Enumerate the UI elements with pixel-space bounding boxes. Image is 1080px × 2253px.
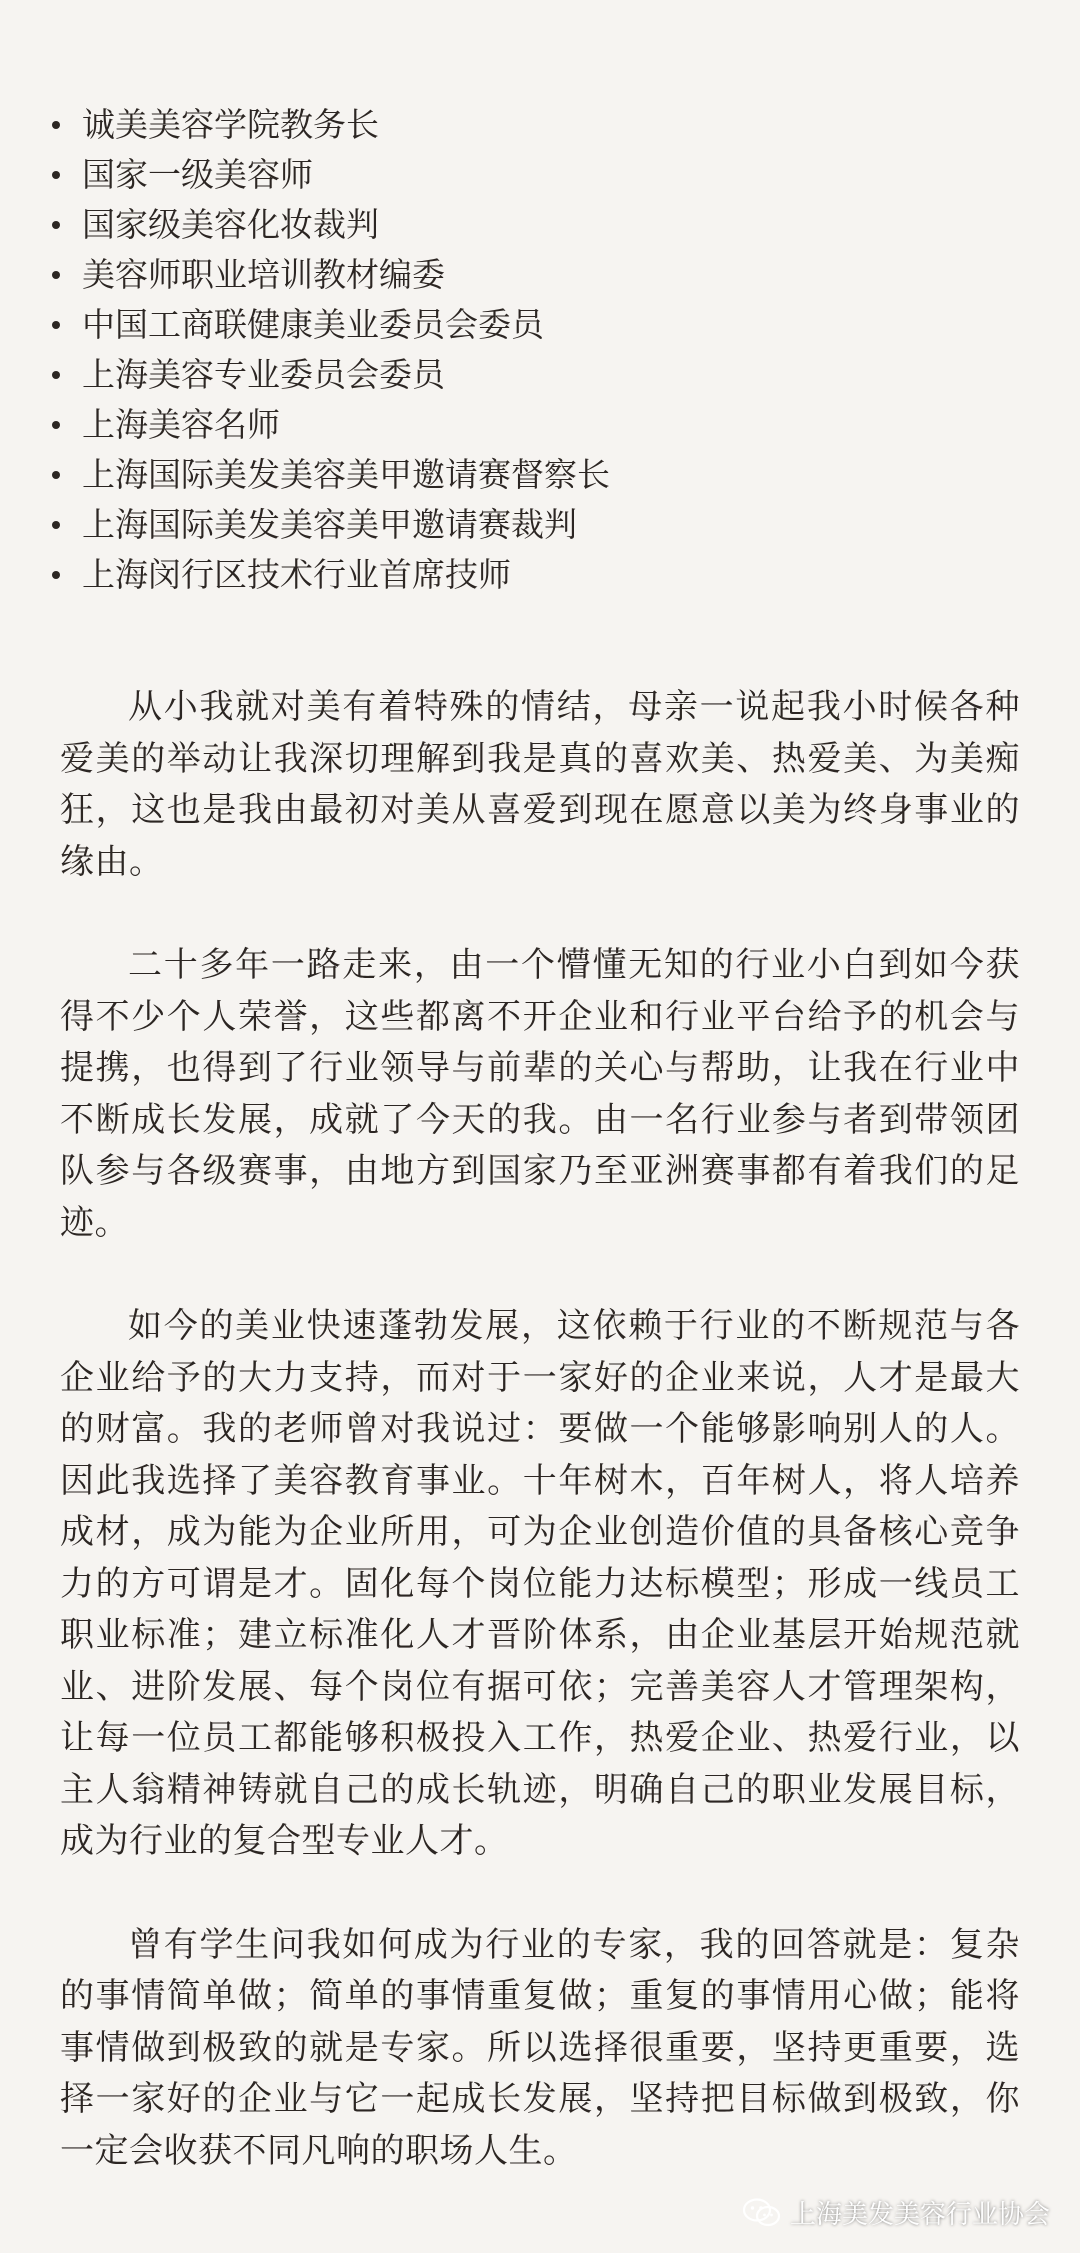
bullet-icon [52,571,60,579]
paragraph: 曾有学生问我如何成为行业的专家，我的回答就是：复杂的事情简单做；简单的事情重复做；重复的事情用心做；能将事情做到极致的就是专家。所以选择很重要，坚持更重要，选择一家好的企业与它一起成长发展，坚持把目标做到极致，你一定会收获不同凡响的职场人生。 [60,1924,1020,2171]
title-text: 美容师职业培训教材编委 [82,255,445,294]
list-item [52,450,1032,500]
watermark-text: 上海美发美容行业协会 [789,2200,1050,2230]
bullet-icon [52,271,60,279]
list-item [52,100,1032,150]
title-text: 上海闵行区技术行业首席技师 [82,555,511,594]
title-text: 上海国际美发美容美甲邀请赛督察长 [82,455,610,494]
wechat-icon [742,2197,782,2229]
article-body [60,682,1020,2229]
list-item [52,250,1032,300]
list-item [52,500,1032,550]
bullet-icon [52,121,60,129]
title-text: 诚美美容学院教务长 [82,105,379,144]
list-item [52,550,1032,600]
bullet-icon [52,221,60,229]
list-item [52,350,1032,400]
title-list [52,100,1032,600]
bullet-icon [52,521,60,529]
title-text: 上海美容专业委员会委员 [82,355,445,394]
list-item [52,150,1032,200]
bullet-icon [52,371,60,379]
title-text: 国家级美容化妆裁判 [82,205,379,244]
bullet-icon [52,321,60,329]
list-item [52,200,1032,250]
watermark [742,2194,1050,2231]
title-text: 上海国际美发美容美甲邀请赛裁判 [82,505,577,544]
bullet-icon [52,421,60,429]
paragraph: 二十多年一路走来，由一个懵懂无知的行业小白到如今获得不少个人荣誉，这些都离不开企业和行业平台给予的机会与提携，也得到了行业领导与前辈的关心与帮助，让我在行业中不断成长发展，成就了今天的我。由一名行业参与者到带领团队参与各级赛事，由地方到国家乃至亚洲赛事都有着我们的足迹。 [60,945,1020,1243]
title-text: 国家一级美容师 [82,155,313,194]
list-item [52,400,1032,450]
title-text: 上海美容名师 [82,405,280,444]
bullet-icon [52,471,60,479]
title-text: 中国工商联健康美业委员会委员 [82,305,544,344]
list-item [52,300,1032,350]
bullet-icon [52,171,60,179]
paragraph: 从小我就对美有着特殊的情结，母亲一说起我小时候各种爱美的举动让我深切理解到我是真的喜欢美、热爱美、为美痴狂，这也是我由最初对美从喜爱到现在愿意以美为终身事业的缘由。 [60,687,1020,882]
paragraph: 如今的美业快速蓬勃发展，这依赖于行业的不断规范与各企业给予的大力支持，而对于一家好的企业来说，人才是最大的财富。我的老师曾对我说过：要做一个能够影响别人的人。因此我选择了美容教育事业。十年树木，百年树人，将人培养成材，成为能为企业所用，可为企业创造价值的具备核心竞争力的方可谓是才。固化每个岗位能力达标模型；形成一线员工职业标准；建立标准化人才晋阶体系，由企业基层开始规范就业、进阶发展、每个岗位有据可依；完善美容人才管理架构，让每一位员工都能够积极投入工作，热爱企业、热爱行业，以主人翁精神铸就自己的成长轨迹，明确自己的职业发展目标，成为行业的复合型专业人才。 [60,1306,1020,1861]
